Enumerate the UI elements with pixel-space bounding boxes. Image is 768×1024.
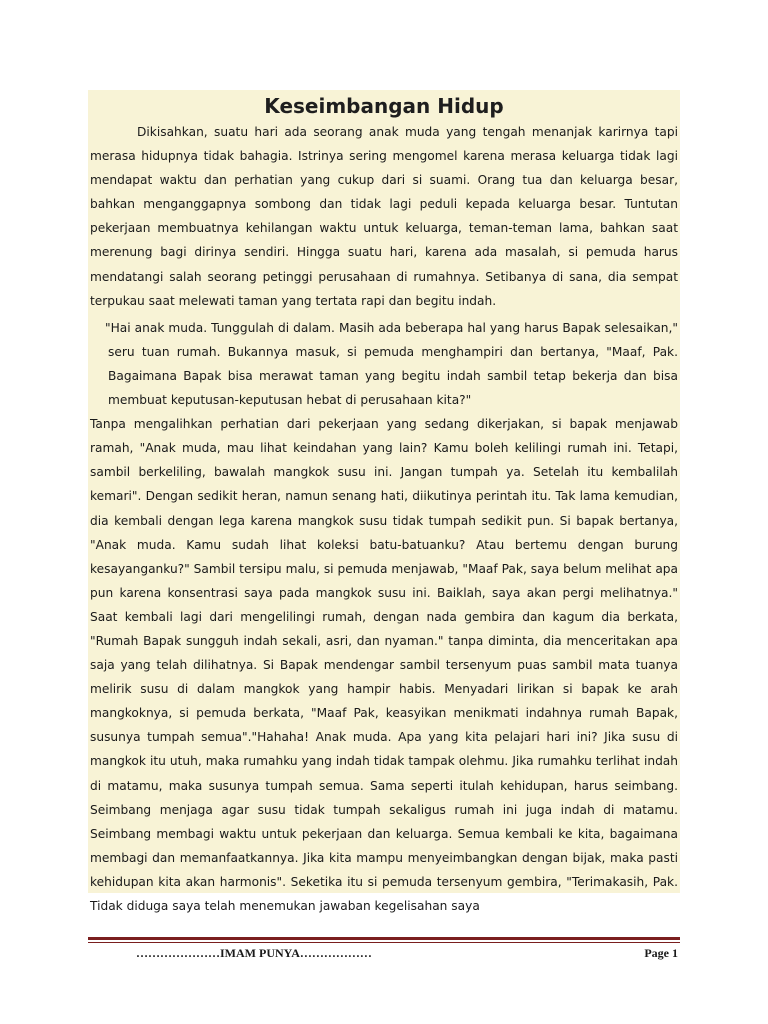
quote-block: "Hai anak muda. Tunggulah di dalam. Masih ada beberapa hal yang harus Bapak selesaikan," seru tuan rumah. Bukannya masuk, si pemuda menghampiri dan bertanya, "Maaf, Pak. Bagaimana Bapak bisa merawat taman yang begitu indah sambil tetap bekerja dan bisa membuat keputusan-keputusan hebat di perusahaan kita?" xyxy=(105,320,678,408)
page-number: Page 1 xyxy=(644,946,678,960)
document-title: Keseimbangan Hidup xyxy=(264,94,504,118)
paragraph-story: Tanpa mengalihkan perhatian dari pekerjaan yang sedang dikerjakan, si bapak menjawab ramah, "Anak muda, mau lihat keindahan yang lain? Kamu boleh kelilingi rumah ini. Tetapi, sambil berkeliling, bawalah mangkok susu ini. Jangan tumpah ya. Setelah itu kembalilah kemari". Dengan sedikit heran, namun senang hati, diikutinya perintah itu. Tak lama kemudian, dia kembali dengan lega karena mangkok susu tidak tumpah sedikit pun. Si bapak bertanya, "Anak muda. Kamu sudah lihat koleksi batu-batuanku? Atau bertemu dengan burung kesayanganku?" Sambil tersipu malu, si pemuda menjawab, "Maaf Pak, saya belum melihat apa pun karena konsentrasi saya pada mangkok susu ini. Baiklah, saya akan pergi melihatnya." Saat kembali lagi dari mengelilingi rumah, dengan nada gembira dan kagum dia berkata, "Rumah Bapak sungguh indah sekali, asri, dan nyaman." tanpa diminta, dia menceritakan apa saja yang telah dilihatnya. Si Bapak mendengar sambil tersenyum puas sambil mata tuanya melirik susu di dalam mangkok yang hampir habis. Menyadari lirikan si bapak ke arah mangkoknya, si pemuda berkata, "Maaf Pak, keasyikan menikmati indahnya rumah Bapak, susunya tumpah semua"."Hahaha! Anak muda. Apa yang kita pelajari hari ini? Jika susu di mangkok itu utuh, maka rumahku yang indah tidak tampak olehmu. Jika rumahku terlihat indah di matamu, maka susunya tumpah semua. Sama seperti itulah kehidupan, harus seimbang. Seimbang menjaga agar susu tidak tumpah sekaligus rumah ini juga indah di matamu. Seimbang membagi waktu untuk pekerjaan dan keluarga. Semua kembali ke kita, bagaimana membagi dan memanfaatkannya. Jika kita mampu menyeimbangkan dengan bijak, maka pasti kehidupan kita akan harmonis". Seketika itu si pemuda tersenyum gembira, "Terimakasih, Pak. Tidak diduga saya telah menemukan jawaban kegelisahan saya xyxy=(90,417,678,913)
document-page xyxy=(88,90,680,913)
paragraph-intro: Dikisahkan, suatu hari ada seorang anak muda yang tengah menanjak karirnya tapi merasa hidupnya tidak bahagia. Istrinya sering mengomel karena merasa keluarga tidak lagi mendapat waktu dan perhatian yang cukup dari si suami. Orang tua dan keluarga besar, bahkan menganggapnya sombong dan tidak lagi peduli kepada keluarga besar. Tuntutan pekerjaan membuatnya kehilangan waktu untuk keluarga, teman-teman lama, bahkan saat merenung bagi dirinya sendiri. Hingga suatu hari, karena ada masalah, si pemuda harus mendatangi salah seorang petinggi perusahaan di rumahnya. Setibanya di sana, dia sempat terpukau saat melewati taman yang tertata rapi dan begitu indah. xyxy=(90,125,678,308)
footer-divider-thin xyxy=(88,942,680,943)
footer-author-text: …………………IMAM PUNYA……………… xyxy=(136,946,372,960)
footer-divider-thick xyxy=(88,937,680,940)
